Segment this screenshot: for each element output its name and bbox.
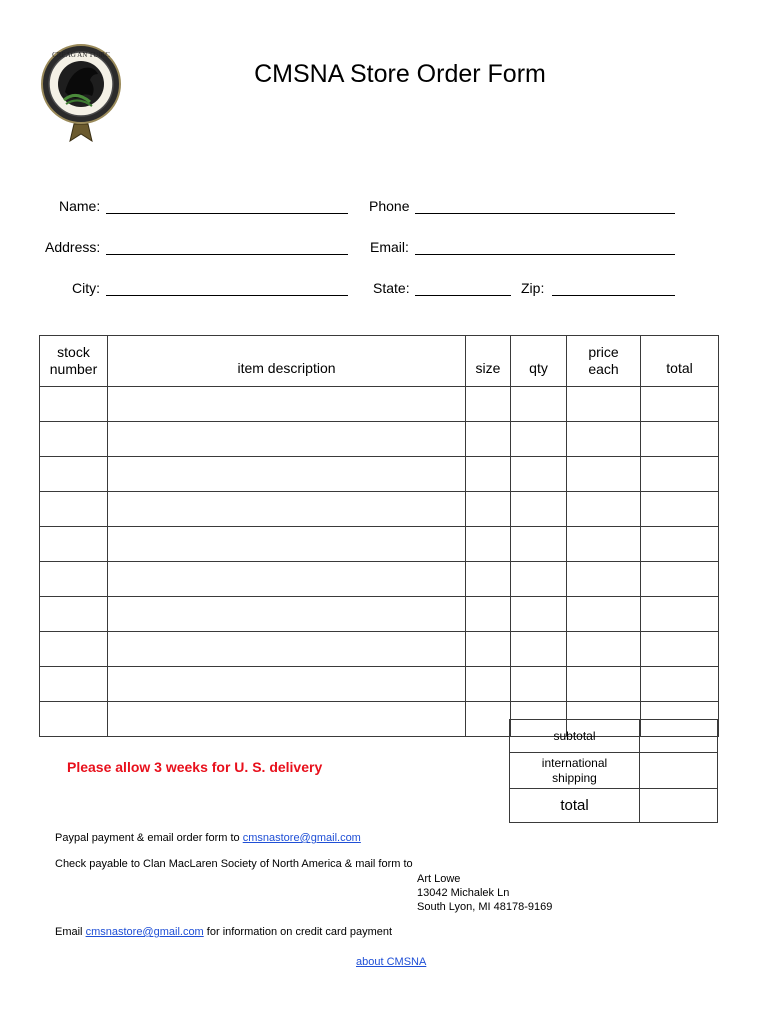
total-cell[interactable] (641, 597, 719, 632)
price-each-cell[interactable] (567, 667, 641, 702)
address-label: Address: (45, 239, 101, 255)
qty-cell[interactable] (511, 492, 567, 527)
stock-number-cell[interactable] (40, 632, 108, 667)
table-header-row (40, 336, 719, 387)
qty-cell[interactable] (511, 387, 567, 422)
store-email-link[interactable]: cmsnastore@gmail.com (242, 832, 361, 844)
stock-number-cell[interactable] (40, 562, 108, 597)
email-suffix: for information on credit card payment (206, 926, 393, 938)
city-field[interactable] (106, 295, 348, 296)
credit-card-instructions (55, 926, 392, 938)
description-cell[interactable] (108, 632, 466, 667)
price-each-cell[interactable] (567, 457, 641, 492)
table-row (40, 422, 719, 457)
size-cell[interactable] (466, 632, 511, 667)
address-street: 13042 Michalek Ln (417, 887, 510, 899)
size-cell[interactable] (466, 422, 511, 457)
price-each-cell[interactable] (567, 387, 641, 422)
qty-cell[interactable] (511, 632, 567, 667)
description-cell[interactable] (108, 422, 466, 457)
name-field[interactable] (106, 213, 348, 214)
name-label: Name: (59, 198, 101, 214)
qty-cell[interactable] (511, 597, 567, 632)
state-field[interactable] (415, 295, 511, 296)
paypal-text: Paypal payment & email order form to (55, 832, 240, 844)
check-instructions: Check payable to Clan MacLaren Society of North America & mail form to (55, 858, 413, 870)
qty-cell[interactable] (511, 457, 567, 492)
grand-total-label: total (510, 789, 640, 823)
email-prefix: Email (55, 926, 83, 938)
header-price-each: price each (567, 336, 641, 387)
size-cell[interactable] (466, 457, 511, 492)
table-row (40, 562, 719, 597)
zip-field[interactable] (552, 295, 675, 296)
qty-cell[interactable] (511, 562, 567, 597)
order-totals-table (509, 719, 718, 823)
table-row (40, 527, 719, 562)
description-cell[interactable] (108, 387, 466, 422)
subtotal-cell[interactable] (640, 720, 718, 753)
description-cell[interactable] (108, 702, 466, 737)
stock-number-cell[interactable] (40, 387, 108, 422)
stock-number-cell[interactable] (40, 457, 108, 492)
header-item-description: item description (108, 336, 466, 387)
clan-crest-logo (40, 44, 122, 142)
size-cell[interactable] (466, 702, 511, 737)
price-each-cell[interactable] (567, 632, 641, 667)
size-cell[interactable] (466, 527, 511, 562)
total-cell[interactable] (641, 422, 719, 457)
stock-number-cell[interactable] (40, 422, 108, 457)
page-title: CMSNA Store Order Form (254, 60, 546, 88)
address-city: South Lyon, MI 48178-9169 (417, 901, 553, 913)
phone-field[interactable] (415, 213, 675, 214)
credit-card-email-link[interactable]: cmsnastore@gmail.com (85, 926, 204, 938)
email-field[interactable] (415, 254, 675, 255)
header-total: total (641, 336, 719, 387)
total-cell[interactable] (641, 387, 719, 422)
qty-cell[interactable] (511, 527, 567, 562)
table-row (40, 667, 719, 702)
qty-cell[interactable] (511, 422, 567, 457)
header-qty: qty (511, 336, 567, 387)
state-label: State: (373, 280, 410, 296)
shipping-cell[interactable] (640, 753, 718, 789)
email-label: Email: (370, 239, 409, 255)
table-row (40, 457, 719, 492)
table-row (40, 632, 719, 667)
mailing-address (417, 872, 552, 914)
price-each-cell[interactable] (567, 562, 641, 597)
crest-motto: CREAG AN TUIRC (52, 51, 110, 59)
subtotal-label: subtotal (510, 720, 640, 753)
city-label: City: (72, 280, 100, 296)
about-cmsna-link[interactable]: about CMSNA (356, 956, 427, 968)
shipping-label: international shipping (510, 753, 640, 789)
stock-number-cell[interactable] (40, 527, 108, 562)
total-cell[interactable] (641, 527, 719, 562)
paypal-instructions (55, 832, 361, 844)
total-cell[interactable] (641, 492, 719, 527)
stock-number-cell[interactable] (40, 702, 108, 737)
qty-cell[interactable] (511, 667, 567, 702)
grand-total-cell[interactable] (640, 789, 718, 823)
zip-label: Zip: (521, 280, 545, 296)
description-cell[interactable] (108, 457, 466, 492)
about-cmsna-wrapper (356, 956, 426, 968)
table-row (40, 387, 719, 422)
description-cell[interactable] (108, 527, 466, 562)
table-row (40, 597, 719, 632)
description-cell[interactable] (108, 597, 466, 632)
table-row (40, 492, 719, 527)
total-cell[interactable] (641, 632, 719, 667)
description-cell[interactable] (108, 667, 466, 702)
price-each-cell[interactable] (567, 422, 641, 457)
price-each-cell[interactable] (567, 492, 641, 527)
stock-number-cell[interactable] (40, 667, 108, 702)
size-cell[interactable] (466, 492, 511, 527)
description-cell[interactable] (108, 492, 466, 527)
description-cell[interactable] (108, 562, 466, 597)
phone-label: Phone (369, 198, 410, 214)
price-each-cell[interactable] (567, 527, 641, 562)
address-name: Art Lowe (417, 873, 461, 885)
size-cell[interactable] (466, 387, 511, 422)
total-cell[interactable] (641, 457, 719, 492)
size-cell[interactable] (466, 562, 511, 597)
price-each-cell[interactable] (567, 597, 641, 632)
size-cell[interactable] (466, 667, 511, 702)
size-cell[interactable] (466, 597, 511, 632)
header-size: size (466, 336, 511, 387)
header-stock-number: stock number (40, 336, 108, 387)
stock-number-cell[interactable] (40, 492, 108, 527)
order-items-table (39, 335, 719, 737)
address-field[interactable] (106, 254, 348, 255)
total-cell[interactable] (641, 667, 719, 702)
delivery-notice: Please allow 3 weeks for U. S. delivery (67, 759, 323, 775)
stock-number-cell[interactable] (40, 597, 108, 632)
total-cell[interactable] (641, 562, 719, 597)
